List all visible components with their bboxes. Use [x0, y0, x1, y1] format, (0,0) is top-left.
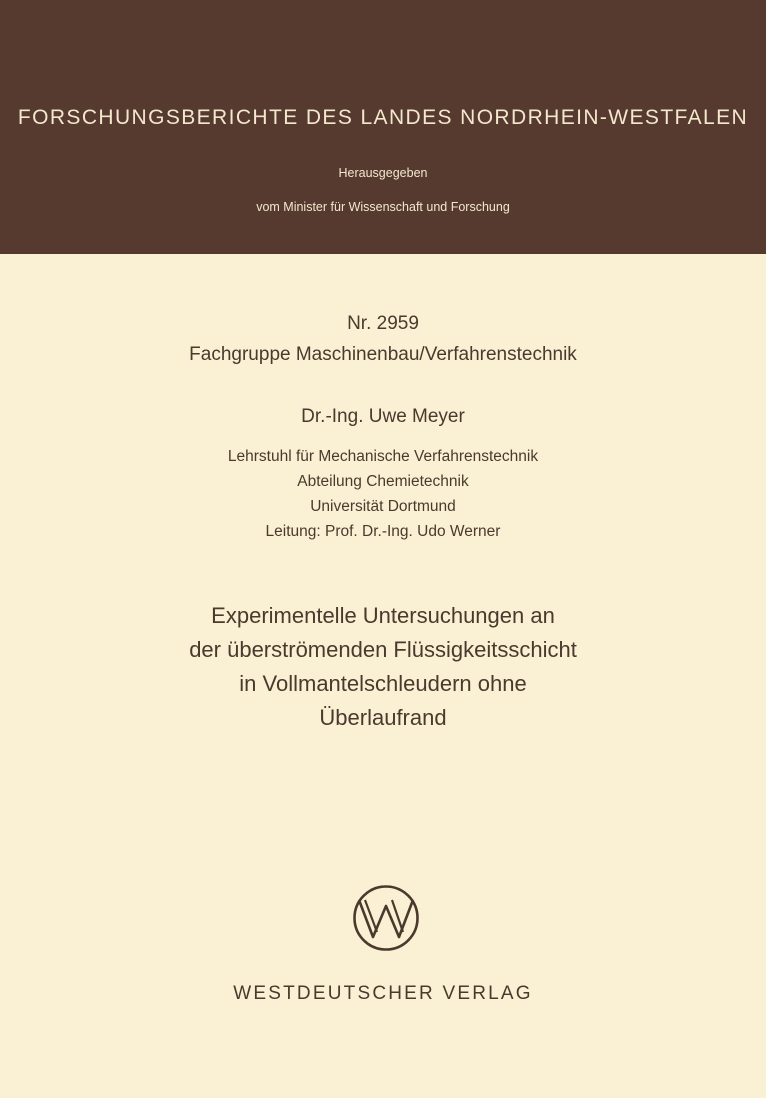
- affiliation: [0, 444, 766, 519]
- subject-group: Fachgruppe Maschinenbau/Verfahrenstechnik: [189, 344, 577, 365]
- title-line: Experimentelle Untersuchungen an: [211, 603, 555, 628]
- header-band: [0, 0, 766, 254]
- author-name: Dr.-Ing. Uwe Meyer: [301, 406, 465, 427]
- series-title: FORSCHUNGSBERICHTE DES LANDES NORDRHEIN-WESTFALEN: [17, 106, 749, 129]
- publisher-name: WESTDEUTSCHER VERLAG: [233, 983, 533, 1004]
- affiliation-line: Universität Dortmund: [310, 498, 456, 515]
- editor-label: Herausgegeben: [338, 166, 428, 180]
- title-line: Überlaufrand: [319, 705, 447, 730]
- affiliation-line: Abteilung Chemietechnik: [297, 473, 469, 490]
- title-line: in Vollmantelschleudern ohne: [239, 671, 527, 696]
- publisher-logo-icon: [352, 884, 420, 952]
- report-number: Nr. 2959: [347, 313, 419, 334]
- title-line: der überströmenden Flüssigkeitsschicht: [189, 637, 577, 662]
- book-title: [0, 599, 766, 735]
- leadership: Leitung: Prof. Dr.-Ing. Udo Werner: [265, 523, 501, 540]
- editor-name: vom Minister für Wissenschaft und Forschung: [256, 200, 510, 214]
- affiliation-line: Lehrstuhl für Mechanische Verfahrenstechnik: [227, 448, 539, 465]
